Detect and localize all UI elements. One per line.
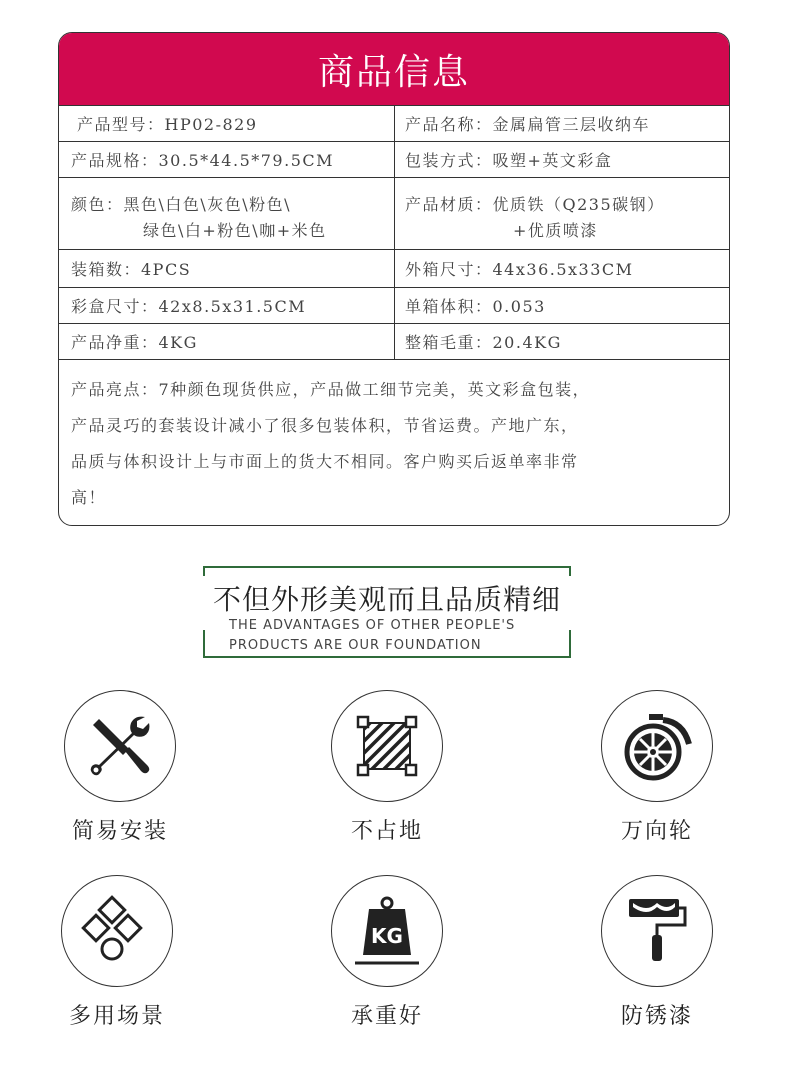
slogan-english [229, 616, 519, 656]
feature-circle [601, 690, 713, 802]
feature-antirust-paint [557, 875, 757, 1030]
spec-box-size: 彩盒尺寸：42x8.5x31.5CM [71, 297, 307, 316]
kg-label: KG [371, 924, 403, 948]
description-line: 产品灵巧的套装设计减小了很多包装体积，节省运费。产地广东， [71, 416, 579, 435]
feature-circle [601, 875, 713, 987]
feature-label: 承重好 [350, 1004, 423, 1029]
spec-size: 产品规格：30.5*44.5*79.5CM [71, 151, 335, 170]
feature-circle [331, 690, 443, 802]
spec-net-weight: 产品净重：4KG [71, 333, 198, 352]
feature-label: 不占地 [350, 819, 423, 844]
spec-name: 产品名称：金属扁管三层收纳车 [394, 106, 729, 141]
feature-circle [64, 690, 176, 802]
feature-label: 防锈漆 [620, 1004, 693, 1029]
spec-color-line1: 颜色：黑色\白色\灰色\粉色\ [71, 195, 292, 214]
slogan-bracket-top [203, 566, 571, 576]
spec-row [59, 177, 729, 249]
spec-row [59, 249, 729, 287]
spec-material-line2: +优质喷漆 [513, 221, 598, 240]
card-header [59, 33, 729, 105]
feature-label: 多用场景 [68, 1004, 165, 1029]
feature-label: 万向轮 [620, 819, 693, 844]
feature-multi-scene [17, 875, 217, 1030]
spec-row [59, 287, 729, 323]
slogan-section [203, 566, 571, 658]
spec-model: 产品型号：HP02-829 [77, 115, 258, 134]
description-line: 品质与体积设计上与市面上的货大不相同。客户购买后返单率非常 [71, 452, 579, 471]
card-title: 商品信息 [317, 51, 470, 93]
feature-label: 简易安装 [71, 819, 168, 844]
slogan-title: 不但外形美观而且品质精细 [183, 578, 591, 618]
spec-packaging: 包装方式：吸塑+英文彩盒 [394, 142, 729, 177]
spec-carton-qty: 装箱数：4PCS [71, 260, 192, 279]
description-line: 产品亮点：7种颜色现货供应，产品做工细节完美，英文彩盒包装， [71, 380, 591, 399]
spec-material [394, 178, 729, 249]
product-info-card [58, 32, 730, 526]
spec-carton-volume: 单箱体积：0.053 [394, 288, 729, 323]
spec-row [59, 141, 729, 177]
product-description [59, 359, 729, 526]
spec-color [59, 178, 394, 249]
spec-carton-size: 外箱尺寸：44x36.5x33CM [394, 250, 729, 287]
feature-circle [331, 875, 443, 987]
feature-easy-install [20, 690, 220, 845]
feature-space-saving [287, 690, 487, 845]
spec-color-line2: 绿色\白+粉色\咖+米色 [143, 221, 327, 240]
spec-material-line1: 产品材质：优质铁（Q235碳钢） [405, 195, 665, 214]
spec-row [59, 105, 729, 141]
description-line: 高！ [71, 488, 107, 507]
slogan-english-line1: THE ADVANTAGES OF OTHER PEOPLE'S [229, 618, 516, 633]
caster-wheel-icon [619, 708, 695, 784]
spec-gross-weight: 整箱毛重：20.4KG [394, 324, 729, 359]
slogan-english-line2: PRODUCTS ARE OUR FOUNDATION [229, 638, 482, 653]
paint-roller-icon [617, 891, 697, 971]
compact-box-icon [352, 711, 422, 781]
feature-caster-wheel [557, 690, 757, 845]
feature-circle [61, 875, 173, 987]
spec-row [59, 323, 729, 359]
tools-icon [85, 711, 155, 781]
feature-load-bearing [287, 875, 487, 1030]
kg-weight-icon [347, 891, 427, 971]
multi-scene-icon [79, 893, 155, 969]
